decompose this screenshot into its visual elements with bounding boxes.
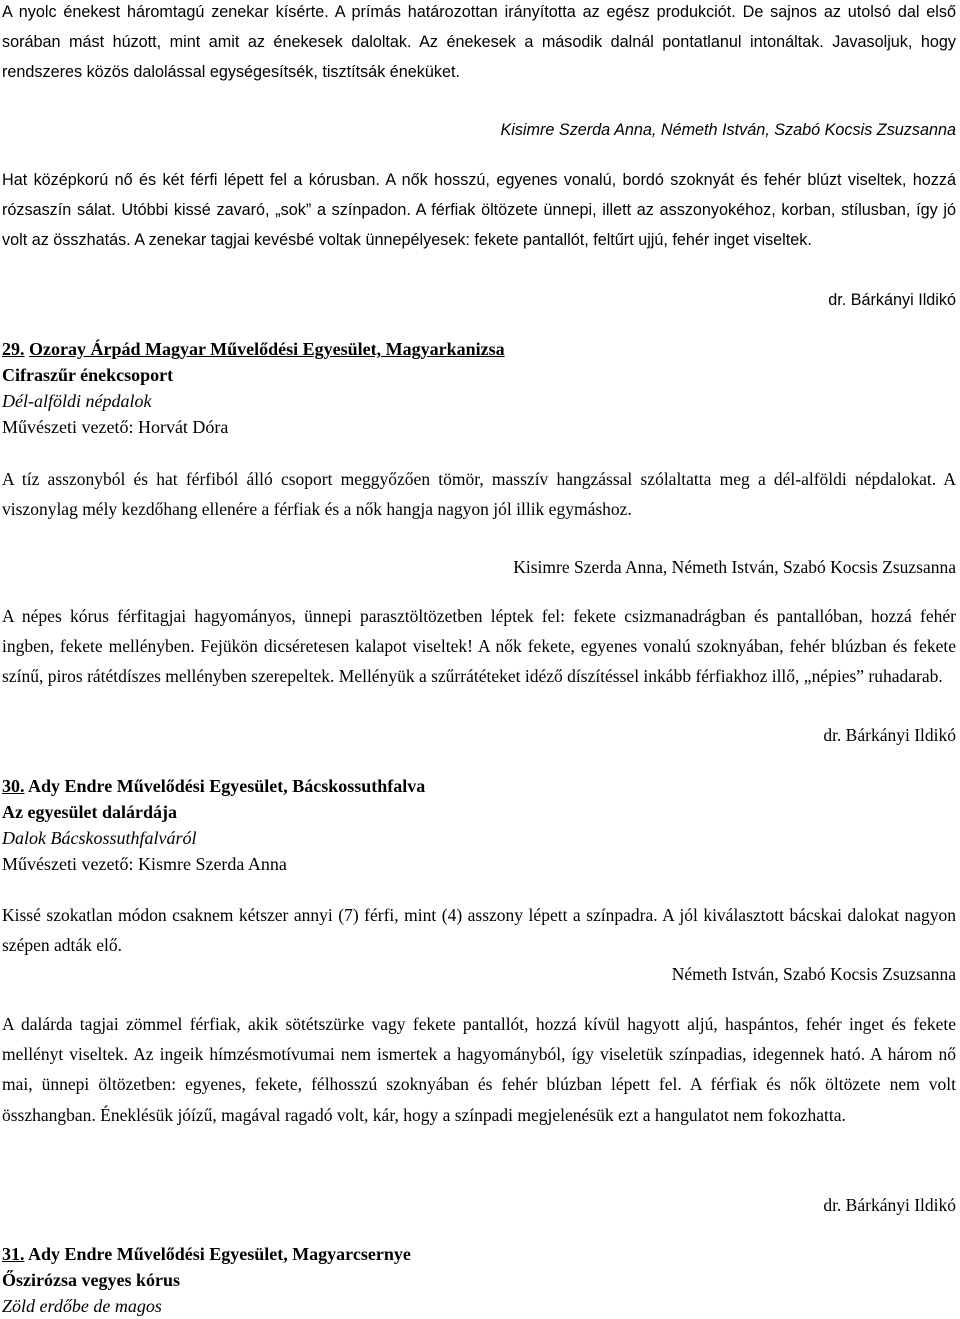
judges-signature: Kisimre Szerda Anna, Németh István, Szabó Kocsis Zsuzsanna — [500, 121, 956, 139]
entry-30-paragraph-1-block — [2, 900, 956, 960]
entry-30-heading — [2, 773, 425, 799]
costume-paragraph: Hat középkorú nő és két férfi lépett fel a kórusban. A nők hosszú, egyenes vonalú, bordó szoknyát és fehér blúzt viseltek, hozzá rózsaszín sálat. Utóbbi kissé zavaró, „sok” a színpadon. A férfiak öltözete ünnepi, illett az asszonyokéhoz, korban, stílusban, így jó volt az összhatás. A zenekar tagjai kevésbé voltak ünnepélyesek: fekete pantallót, feltűrt ujjú, fehér inget viseltek. — [2, 171, 956, 250]
intro-paragraph: A nyolc énekest háromtagú zenekar kísérte. A prímás határozottan irányította az egész produkciót. De sajnos az utolsó dal első sorában mást húzott, mint amit az énekesek daloltak. Az énekesek a második dalnál pontatlanul intonáltak. Javasoljuk, hogy rendszeres közös dalolással egységesítsék, tisztítsák éneküket. — [2, 3, 956, 82]
intro-paragraph-block — [2, 0, 956, 88]
entry-30-paragraph-2: A dalárda tagjai zömmel férfiak, akik sötétszürke vagy fekete pantallót, hozzá kívül hagyott aljú, haspántos, fehér inget és fekete mellényt viseltek. Az ingeik hímzésmotívumai nem ismertek a hagyományból, így viseletük színpadias, idegennek ható. A három nő mai, ünnepi öltözetben: egyenes, fekete, félhosszú szoknyában és fehér blúzban lépett fel. A férfiak és nők öltözete nem volt összhangban. Éneklésük jóízű, magával ragadó volt, kár, hogy a színpadi megjelenésük ezt a hangulatot nem fokozhatta. — [2, 1014, 956, 1125]
entry-29-paragraph-2: A népes kórus férfitagjai hagyományos, ünnepi parasztöltözetben léptek fel: fekete csizmanadrágban és pantallóban, hozzá fehér ingben, fekete mellényben. Fejükön dicséretesen kalapot viseltek! A nők fekete, egyenes vonalú szoknyában, fehér blúzban és fekete színű, piros rátétdíszes mellényben szerepeltek. Mellényük a szűrrátéteket idéző díszítéssel inkább férfiakhoz illő, „népies” ruhadarab. — [2, 606, 956, 687]
entry-29-paragraph-1-block — [2, 464, 956, 524]
entry-30-signature-2: dr. Bárkányi Ildikó — [823, 1195, 956, 1215]
entry-31-program: Zöld erdőbe de magos — [2, 1296, 162, 1316]
entry-31-group: Őszirózsa vegyes kórus — [2, 1270, 180, 1290]
entry-30-org: Ady Endre Művelődési Egyesület, Bácskossuthfalva — [28, 776, 426, 796]
entry-30-paragraph-1: Kissé szokatlan módon csaknem kétszer annyi (7) férfi, mint (4) asszony lépett a színpadra. A jól kiválasztott bácskai dalokat nagyon szépen adták elő. — [2, 905, 956, 956]
entry-29-paragraph-2-block — [2, 601, 956, 692]
entry-30-number: 30. — [2, 776, 25, 796]
entry-30-director: Művészeti vezető: Kismre Szerda Anna — [2, 854, 287, 874]
costume-paragraph-block — [2, 165, 956, 256]
entry-29-program: Dél-alföldi népdalok — [2, 391, 152, 411]
entry-29-signature-2: dr. Bárkányi Ildikó — [823, 725, 956, 745]
costume-judge-signature: dr. Bárkányi Ildikó — [828, 291, 956, 309]
entry-30-paragraph-2-block — [2, 1009, 956, 1130]
entry-29-group: Cifraszűr énekcsoport — [2, 365, 174, 385]
entry-29-org: Ozoray Árpád Magyar Művelődési Egyesület, Magyarkanizsa — [29, 339, 505, 359]
entry-30-group: Az egyesület dalárdája — [2, 802, 177, 822]
entry-31-number: 31. — [2, 1244, 25, 1264]
entry-29-director: Művészeti vezető: Horvát Dóra — [2, 417, 229, 437]
entry-29-number: 29. — [2, 339, 25, 359]
entry-30-signature-1: Németh István, Szabó Kocsis Zsuzsanna — [671, 964, 956, 984]
entry-29-signature-1: Kisimre Szerda Anna, Németh István, Szabó Kocsis Zsuzsanna — [513, 557, 956, 577]
entry-31-heading — [2, 1241, 411, 1267]
entry-31-org: Ady Endre Művelődési Egyesület, Magyarcsernye — [28, 1244, 411, 1264]
entry-29-paragraph-1: A tíz asszonyból és hat férfiból álló csoport meggyőzően tömör, masszív hangzással szólaltatta meg a dél-alföldi népdalokat. A viszonylag mély kezdőhang ellenére a férfiak és a nők hangja nagyon jól illik egymáshoz. — [2, 469, 956, 520]
entry-30-program: Dalok Bácskossuthfalváról — [2, 828, 197, 848]
entry-29-heading — [2, 336, 505, 362]
